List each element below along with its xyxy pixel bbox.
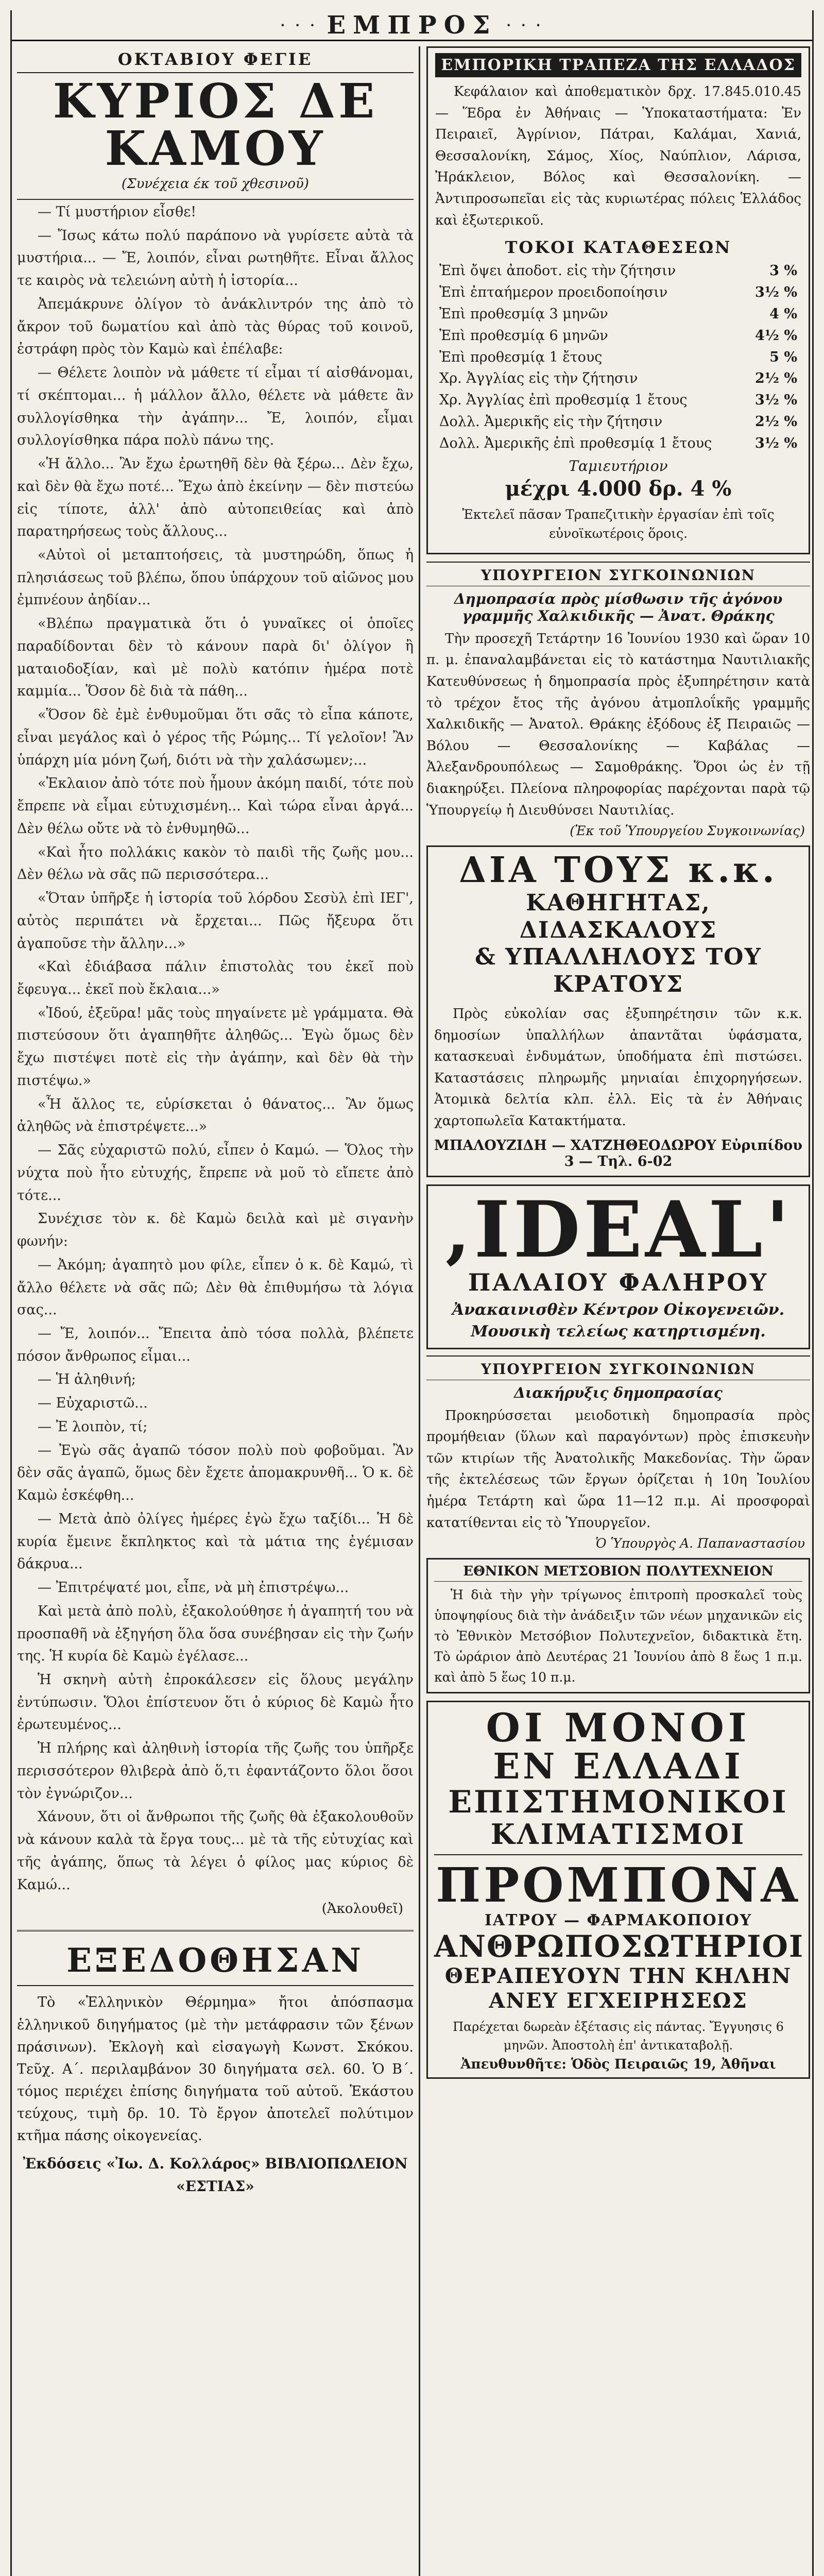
clinic-brand: ΠΡΟΜΠΟΝΑ xyxy=(434,1854,802,1911)
rate-label: Χρ. Ἀγγλίας εἰς τὴν ζήτησιν xyxy=(439,370,638,387)
ministry1-subheader: Δημοπρασία πρὸς μίσθωσιν τῆς ἁγόνου γραμμῆς Χαλκιδικῆς — Ἀνατ. Θράκης xyxy=(454,590,783,624)
ideal-ad xyxy=(426,1184,810,1349)
clinic-line-1: ΟΙ ΜΟΝΟΙ xyxy=(486,1705,751,1751)
section-divider xyxy=(17,1930,414,1933)
story-paragraph: Συνέχισε τὸν κ. δὲ Καμὼ δειλὰ καὶ μὲ σιγανὴν φωνήν: xyxy=(17,1211,414,1250)
rate-row xyxy=(435,347,801,368)
ministry2-subheader: Διακήρυξις δημοπρασίας xyxy=(514,1384,723,1401)
rate-row xyxy=(435,433,801,454)
rate-label: Χρ. Ἀγγλίας ἐπὶ προθεσμίᾳ 1 ἔτους xyxy=(439,392,688,409)
polytechnic-ad xyxy=(426,1558,810,1693)
teachers-ad-body: Πρὸς εὐκολίαν σας ἐξυπηρέτησιν τῶν κ.κ. δημοσίων ὑπαλλήλων ἀπαντᾶται ὑφάσματα, κατασκευαὶ ἐνδυμάτων, ὑποδήματα ἐπὶ πιστώσει. Καταστάσεις πληρωμῆς μηνιαίαι ἐπιχορηγήσεων. Ἀτομικὰ δελτία κλπ. ἐλλ. Εἰς τὰ ἐν Ἀθήναις χαρτοπωλεῖα Κατακτήματα. xyxy=(434,1006,802,1129)
story-paragraph: «Ἡ ἄλλο... Ἂν ἔχω ἐρωτηθῆ δὲν θὰ ξέρω... Δὲν ἔχω, καὶ δὲν θὰ ἔχω ποτέ... Ἔχω ἀπὸ ἐκείνην — δὲν πιστεύω εἰς τίποτε, ἀλλ' ἀπὸ αὐτοπειθείας καὶ ἀπὸ παρατηρήσεως τοὺς ἄλλους... xyxy=(17,456,414,540)
bank-header: ΕΜΠΟΡΙΚΗ ΤΡΑΠΕΖΑ ΤΗΣ ΕΛΛΑΔΟΣ xyxy=(435,53,801,77)
rate-row xyxy=(435,411,801,433)
savings-label: Ταμιευτήριον xyxy=(569,457,668,474)
story-paragraph: Ἀπεμάκρυνε ὀλίγον τὸ ἀνάκλιντρόν της ἀπὸ τὸ ἄκρον τοῦ δωματίου καὶ ἀπὸ τὰς θύρας τοῦ κοινοῦ, ἐστράφη πρὸς τὸν Καμὼ καὶ ἐπέλαβε: xyxy=(17,296,414,358)
ministry2-sign: Ὁ Ὑπουργὸς Α. Παπαναστασίου xyxy=(595,1536,805,1551)
right-column xyxy=(426,46,810,2576)
ministry-notice-1 xyxy=(426,562,810,838)
rate-value: 3½ % xyxy=(754,392,797,409)
masthead-title: ΕΜΠΡΟΣ xyxy=(327,10,497,40)
publications-body: Τὸ «Ἑλληνικὸν Θέρμημα» ἤτοι ἀπόσπασμα ἑλληνικοῦ διηγήματος (μὲ τὴν μετάφρασιν τῶν ξένων πράσινων). Ἐκλογὴ καὶ εἰσαγωγὴ Κωνστ. Σκόκου. Τεῦχ. Α΄. περιλαμβάνον 30 διηγήματα σελ. 60. Ὁ Β΄. τόμος περιέχει ἐπίσης διηγήματα τοῦ αὐτοῦ. Ἑκάστου τεύχους, τιμὴ δρ. 10. Τὸ ἔργον ἀποτελεῖ πολύτιμον κτῆμα πάσης οἰκογενείας. xyxy=(17,1994,414,2144)
masthead-ornament-left: · · · xyxy=(280,18,318,32)
story-paragraph: «Ὅταν ὑπῆρξε ἡ ἱστορία τοῦ λόρδου Σεσὺλ ἐπὶ ΙΕΓ', αὐτὸς περιπάτει νὰ ἔρχεται... Πῶς ἤξευρα ὅτι ἀγαποῦσε τὴν ἄλλην...» xyxy=(17,890,414,952)
clinic-claim-1: ΘΕΡΑΠΕΥΟΥΝ ΤΗΝ ΚΗΛΗΝ xyxy=(444,1963,792,1988)
ideal-description: Ἀνακαινισθὲν Κέντρον Οἰκογενειῶν. Μουσικὴ τελείως κατηρτισμένη. xyxy=(452,1300,785,1341)
story-paragraph: — Τί μυστήριον εἶσθε! xyxy=(38,204,197,220)
story-paragraph: «Ἐκλαιον ἀπὸ τότε ποὺ ἦμουν ἀκόμη παιδί, τότε ποὺ ἔπρεπε νὰ εἶμαι εὐτυχισμένη... Καὶ τώρα εἶναι ἀργά... Δὲν θέλω οὔτε νὰ τὸ ἐνθυμηθῶ... xyxy=(17,775,414,837)
clinic-claim-2: ΑΝΕΥ ΕΓΧΕΙΡΗΣΕΩΣ xyxy=(489,1988,748,2013)
story-paragraph: «Βλέπω πραγματικὰ ὅτι ὁ γυναῖκες οἱ ὁποῖες παραδίδονται δὲν τὸ κάνουν παρὰ δι' ὀλίγον ἢ ματαιοδοξίαν, καὶ μὲ πολὺ κατόπιν ἡμέρα ποτὲ καμμία... Ὅσον δὲ διὰ τὰ πάθη... xyxy=(17,616,414,700)
story-paragraph: — Ἐγὼ σᾶς ἀγαπῶ τόσον πολὺ ποὺ φοβοῦμαι. Ἂν δὲν σᾶς ἀγαπῶ, ὅμως δὲν ἔχετε ἀπομακρυνθῆ... Ὁ κ. δὲ Καμὼ ἐσκέφθη... xyxy=(17,1442,414,1504)
bank-footer: Ἐκτελεῖ πᾶσαν Τραπεζιτικὴν ἐργασίαν ἐπὶ τοῖς εὐνοϊκωτέροις ὅροις. xyxy=(462,506,775,541)
clinic-subtitle: ΙΑΤΡΟΥ — ΦΑΡΜΑΚΟΠΟΙΟΥ xyxy=(484,1911,752,1929)
story-paragraph: — Ἴσως κάτω πολύ παράπονο νὰ γυρίσετε αὐτὰ τὰ μυστήρια... — Ἔ, λοιπόν, εἶναι ρωτηθῆτε. Εἶναι ἄλλος τε καιρὸς νὰ τελειώνη αὐτὴ ἡ ἱστορία... xyxy=(17,227,414,289)
story-paragraph: — Θέλετε λοιπὸν νὰ μάθετε τί εἶμαι τί αἰσθάνομαι, τί σκέπτομαι... ἡ μάλλον ἄλλο, θέλετε νὰ μάθετε ἂν συλλογίσθηκα τὴν ἀγάπην... Ἔ, λοιπόν, εἶμαι συλλογίσθηκα πάρα πολὺ πάνω της. xyxy=(17,365,414,449)
ideal-place: ΠΑΛΑΙΟΥ ΦΑΛΗΡΟΥ xyxy=(468,1268,769,1296)
ministry1-header: ΥΠΟΥΡΓΕΙΟΝ ΣΥΓΚΟΙΝΩΝΙΩΝ xyxy=(426,562,810,586)
bank-ad xyxy=(426,46,810,554)
story-paragraph: «Αὐτοὶ οἱ μεταπτοήσεις, τὰ μυστηρώδη, ὅπως ἡ πλησιάσεως τοῦ βλέπω, ὅπου ὑπάρχουν τοῦ αἰῶνος μου ἐμπνέουν ἀηδίαν... xyxy=(17,547,414,608)
rates-list xyxy=(435,260,801,454)
rate-label: Δολλ. Ἀμερικῆς εἰς τὴν ζήτησιν xyxy=(439,414,663,430)
story-paragraph: — Ἡ ἀληθινή; xyxy=(38,1371,136,1388)
story-paragraph: Χάνουν, ὅτι οἱ ἄνθρωποι τῆς ζωῆς θὰ ἐξακολουθοῦν νὰ κάνουν καλὰ τὰ ἔργα τους... μὲ τὰ τῆς εὐτυχίας καὶ τῆς ἀγάπης, ὅπως τὰ λέγει ὁ φίλος μας κύριος δὲ Καμώ... xyxy=(17,1809,414,1893)
left-column xyxy=(17,46,414,2576)
rate-row xyxy=(435,282,801,303)
story-paragraph: — Μετὰ ἀπὸ ὀλίγες ἡμέρες ἐγὼ ἔχω ταξίδι... Ἡ δὲ κυρία ἔμεινε ἔκπληκτος καὶ τὰ μάτια της ἐγέμισαν δάκρυα... xyxy=(17,1511,414,1572)
ministry2-header: ΥΠΟΥΡΓΕΙΟΝ ΣΥΓΚΟΙΝΩΝΙΩΝ xyxy=(426,1355,810,1380)
story-title: ΚΥΡΙΟΣ ΔΕ ΚΑΜΟΥ xyxy=(53,73,378,176)
masthead xyxy=(12,10,812,41)
story-paragraph: Ἡ σκηνὴ αὐτὴ ἐπροκάλεσεν εἰς ὅλους μεγάλην ἐντύπωσιν. Ὅλοι ἐπίστευον ὅτι ὁ κύριος δὲ Καμὼ ἦτο ἐρωτευμένος... xyxy=(17,1672,414,1733)
story-paragraph: Καὶ μετὰ ἀπὸ πολὺ, ἐξακολούθησε ἡ ἀγαπητή του νὰ προσπαθῆ νὰ ἐξηγήση ὅλα ὅσα συνέβησαν εἰς τὴν ζωήν της. Ἡ κυρία δὲ Καμὼ ἐγέλασε... xyxy=(17,1603,414,1665)
teachers-ad-line1: ΔΙΑ ΤΟΥΣ κ.κ. xyxy=(459,850,778,891)
rate-value: 3½ % xyxy=(754,435,797,451)
savings-amount: μέχρι 4.000 δρ. 4 % xyxy=(505,476,732,501)
story-paragraph: — Σᾶς εὐχαριστῶ πολύ, εἶπεν ὁ Καμώ. — Ὅλος τὴν νύχτα ποὺ ἦτο εὐτυχής, ἔπρεπε νὰ μοῦ τὸ εἴπετε ἀπὸ τότε... xyxy=(17,1142,414,1204)
ministry1-body: Τὴν προσεχῆ Τετάρτην 16 Ἰουνίου 1930 καὶ ὥραν 10 π. μ. ἐπαναλαμβάνεται εἰς τὸ κατάστημα Ναυτιλιακῆς Κατευθύνσεως ἡ δημοπρασία πρὸς ἐξυπηρέτησιν κατὰ τὸ τρέχον ἔτος τῆς ἀγόνου ἀτμοπλοΐκῆς γραμμῆς Χαλκιδικῆς — Ἀνατολ. Θράκης ἐξόδους ἐξ Πειραιῶς — Βόλου — Θεσσαλονίκης — Καβάλας — Ἀλεξανδρουπόλεως — Σαμοθράκης. Ὅροι ὡς ἐν τῇ διακηρύξει. Πλείονα πληροφορίας παρέχονται παρὰ τῷ Ὑπουργείῳ ἡ Διευθύνσει Ναυτιλίας. xyxy=(426,631,810,818)
rate-row xyxy=(435,389,801,411)
clinic-line-4: ΚΛΙΜΑΤΙΣΜΟΙ xyxy=(490,1818,746,1851)
clinic-line-3: ΕΠΙΣΤΗΜΟΝΙΚΟΙ xyxy=(448,1784,788,1821)
story-signoff: (Ἀκολουθεῖ) xyxy=(321,1901,403,1917)
story-paragraph: Ἡ πλήρης καὶ ἀληθινὴ ἱστορία τῆς ζωῆς του ὑπῆρξε περισσότερον θλιβερὰ ἀπὸ ὅ,τι ἐφαντάζοντο ὅλοι ὅσοι τὸν ἐγνώριζον... xyxy=(17,1740,414,1802)
teachers-ad xyxy=(426,845,810,1177)
ministry2-body: Προκηρύσσεται μειοδοτικὴ δημοπρασία πρὸς προμήθειαν (ὕλων καὶ παραγόντων) πρὸς ἐπισκευὴν τῶν κτιρίων τῆς Ἀνατολικῆς Μακεδονίας. Τὴν ὥραν τῆς ἐκτελέσεως τῶν ἔργων ὁρίζεται ἡ 10η Ἰουλίου ἡμέρα Τετάρτη καὶ ὥρα 11—12 π.μ. Αἱ προσφοραὶ κατατίθενται εἰς τὸ Ὑπουργεῖον. xyxy=(426,1408,810,1531)
rate-label: Ἐπὶ ἐπταήμερον προειδοποίησιν xyxy=(439,284,668,300)
clinic-line-2: ΕΝ ΕΛΛΑΔΙ xyxy=(493,1746,744,1787)
rate-row xyxy=(435,260,801,282)
ministry1-sign: (Ἐκ τοῦ Ὑπουργείου Συγκοινωνίας) xyxy=(570,823,805,839)
column-divider xyxy=(419,46,420,2576)
polytechnic-header: ΕΘΝΙΚΟΝ ΜΕΤΣΟΒΙΟΝ ΠΟΛΥΤΕΧΝΕΙΟΝ xyxy=(434,1564,802,1582)
story-paragraph: «Καὶ ἐδιάβασα πάλιν ἐπιστολὰς του ἐκεῖ ποὺ ἔφευγα... ἐκεῖ ποὺ ἔκλαια...» xyxy=(17,959,414,997)
ministry-notice-2 xyxy=(426,1355,810,1551)
story-paragraph: — Ἔ, λοιπόν... Ἔπειτα ἀπὸ τόσα πολλὰ, βλέπετε πόσον ἄνθρωπος εἶμαι... xyxy=(17,1325,414,1364)
teachers-ad-contact: ΜΠΑΛΟΥΖΙΔΗ — ΧΑΤΖΗΘΕΟΔΩΡΟΥ Εὐριπίδου 3 — Τηλ. 6-02 xyxy=(434,1137,802,1170)
story-paragraph: «Ὅσον δὲ ἐμὲ ἐνθυμοῦμαι ὅτι σᾶς τὸ εἶπα κάποτε, εἶναι μεγάλος καὶ ὁ γέρος τῆς Ρώμης... Τί γελοῖον! Ἂν ὑπάρχη μία μόνη ζωή, διότι νὰ τὴν χαλάσωμεν;... xyxy=(17,707,414,768)
rate-value: 3½ % xyxy=(754,284,797,300)
rate-value: 2½ % xyxy=(754,370,797,387)
story-body xyxy=(17,201,414,1896)
rate-label: Ἐπὶ ὄψει ἀποδοτ. εἰς τὴν ζήτησιν xyxy=(439,263,676,279)
bank-capital-text: Κεφάλαιον καὶ ἀποθεματικὸν δρχ. 17.845.010.45 — Ἕδρα ἐν Ἀθήναις — Ὑποκαταστήματα: Ἐν Πειραιεῖ, Ἀγρίνιον, Πάτραι, Καλάμαι, Χανιά, Θεσσαλονίκη, Σάμος, Χίος, Ναύπλιον, Λάρισα, Ἠράκλειον, Βόλος καὶ Θεσσαλονίκη. — Ἀντιπροσωπεῖαι εἰς τὰς κυριωτέρας πόλεις Ἑλλάδος καὶ ἐξωτερικοῦ. xyxy=(435,84,801,228)
rate-label: Ἐπὶ προθεσμίᾳ 6 μηνῶν xyxy=(439,327,608,344)
story-paragraph: «Καὶ ἦτο πολλάκις κακὸν τὸ παιδὶ τῆς ζωῆς μου... Δὲν θέλω νὰ σᾶς πῶ περισσότερα... xyxy=(17,844,414,883)
teachers-ad-line3: & ΥΠΑΛΛΗΛΟΥΣ ΤΟΥ ΚΡΑΤΟΥΣ xyxy=(475,944,762,998)
rate-row xyxy=(435,368,801,389)
rate-value: 4 % xyxy=(769,306,797,322)
publications-publisher: Ἐκδόσεις «Ἰω. Δ. Κολλάρος» ΒΙΒΛΙΟΠΩΛΕΙΟΝ «ΕΣΤΙΑΣ» xyxy=(23,2155,408,2195)
masthead-ornament-right: · · · xyxy=(506,18,544,32)
rate-value: 5 % xyxy=(769,349,797,365)
rate-value: 4½ % xyxy=(754,327,797,344)
story-subtitle: (Συνέχεια έκ τοῦ χθεσινοῦ) xyxy=(17,172,414,200)
rate-label: Ἐπὶ προθεσμίᾳ 1 ἔτους xyxy=(439,349,603,365)
rate-value: 2½ % xyxy=(754,414,797,430)
ideal-name: ‚IDEAL' xyxy=(444,1184,793,1275)
rate-row xyxy=(435,325,801,347)
rate-label: Δολλ. Ἀμερικῆς ἐπὶ προθεσμίᾳ 1 ἔτους xyxy=(439,435,712,451)
newspaper-page xyxy=(10,10,814,2576)
story-paragraph: — Ἐ λοιπὸν, τί; xyxy=(38,1418,148,1435)
story-paragraph: — Ἀκόμη; ἀγαπητὸ μου φίλε, εἶπεν ὁ κ. δὲ Καμώ, τὶ ἄλλο θέλετε νὰ σᾶς πῶ; Δὲν θὰ ἐπιθυμήσω τὰ λόγια σας... xyxy=(17,1257,414,1318)
rate-row xyxy=(435,303,801,325)
rate-value: 3 % xyxy=(769,263,797,279)
clinic-address: Ἀπευθυνθῆτε: Ὁδὸς Πειραιῶς 19, Ἀθῆναι xyxy=(460,2056,776,2072)
clinic-ad xyxy=(426,1701,810,2078)
clinic-details: Παρέχεται δωρεὰν ἐξέτασις εἰς πάντας. Ἔγγυησις 6 μηνῶν. Ἀποστολὴ ἐπ' ἀντικαταβολῇ. xyxy=(453,2019,784,2053)
story-paragraph: — Εὐχαριστῶ... xyxy=(38,1395,148,1412)
story-paragraph: «Ἦ ἄλλος τε, εὑρίσκεται ὁ θάνατος... Ἂν ὅμως ἀληθῶς νὰ ἐπιστρέψετε...» xyxy=(17,1096,414,1135)
story-paragraph: «Ἰδού, ἐξεῦρα! μᾶς τοὺς πηγαίνετε μὲ γράμματα. Θὰ πιστεύσουν ὅτι ἀγαπηθῆτε ἀληθῶς... Ἐγὼ ὅμως δὲν ἔχω πιστέψει ποτὲ εἰς τὴν ἀγάπην, καὶ δὲν θὰ τὴν πιστέψω.» xyxy=(17,1005,414,1089)
story-paragraph: — Ἐπιτρέψατέ μοι, εἶπε, νὰ μὴ ἐπιστρέψω... xyxy=(38,1580,349,1596)
story-author: ΟΚΤΑΒΙΟΥ ΦΕΓΙΕ xyxy=(17,46,414,73)
rates-title: ΤΟΚΟΙ ΚΑΤΑΘΕΣΕΩΝ xyxy=(505,238,732,258)
clinic-product: ΑΝΘΡΩΠΟΣΩΤΗΡΙΟΙ xyxy=(434,1928,804,1964)
rate-label: Ἐπὶ προθεσμίᾳ 3 μηνῶν xyxy=(439,306,608,322)
polytechnic-body: Ἡ διὰ τὴν γὴν τρίγωνος ἐπιτροπὴ προσκαλεῖ τοὺς ὑποψηφίους διὰ τὴν ἀνάδειξιν τῶν νέων μηχανικῶν εἰς τὸ Ἐθνικὸν Μετσόβιον Πολυτεχνεῖον, διδακτικὰ ἔτη. Τὸ ὡράριον ἀπὸ Δευτέρας 21 Ἰουνίου ἀπὸ 8 ἕως 1 π.μ. καὶ ἀπὸ 5 ἕως 10 π.μ. xyxy=(434,1587,802,1685)
teachers-ad-line2: ΚΑΘΗΓΗΤΑΣ, ΔΙΔΑΣΚΑΛΟΥΣ xyxy=(519,889,717,943)
publications-title: ΕΞΕΔΟΘΗΣΑΝ xyxy=(17,1939,414,1986)
